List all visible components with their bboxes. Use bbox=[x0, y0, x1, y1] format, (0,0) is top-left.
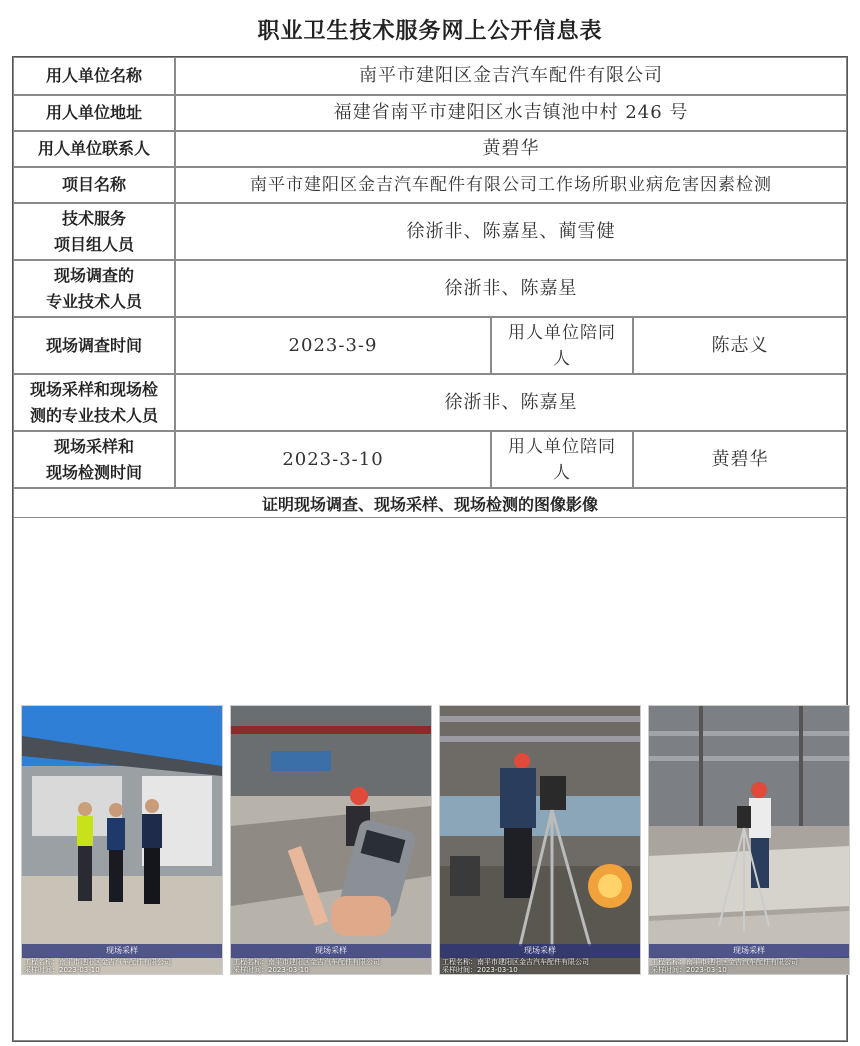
sampling-staff-value: 徐浙非、陈嘉星 bbox=[175, 374, 847, 431]
sampling-staff-label-line1: 现场采样和现场检 bbox=[29, 379, 158, 399]
images-section-title: 证明现场调查、现场采样、现场检测的图像影像 bbox=[13, 488, 847, 518]
project-name-value: 南平市建阳区金吉汽车配件有限公司工作场所职业病危害因素检测 bbox=[175, 167, 847, 203]
sampling-time-label-line2: 现场检测时间 bbox=[45, 462, 142, 482]
sampling-companion-label-line1: 用人单位陪同 bbox=[508, 436, 616, 457]
photo-3 bbox=[439, 705, 641, 975]
sampling-companion-label bbox=[491, 431, 633, 488]
photo-2-image bbox=[231, 706, 431, 974]
photo-3-caption: 现场采样 bbox=[440, 944, 640, 958]
photo-4 bbox=[648, 705, 850, 975]
employer-name-label: 用人单位名称 bbox=[13, 57, 175, 95]
sampling-companion-label-line2: 人 bbox=[553, 462, 571, 483]
photo-2-project: 工程名称：南平市建阳区金吉汽车配件有限公司 bbox=[233, 958, 380, 966]
tech-team-label bbox=[13, 203, 175, 260]
sampling-time-label bbox=[13, 431, 175, 488]
survey-staff-label-line1: 现场调查的 bbox=[53, 265, 134, 285]
employer-address-label: 用人单位地址 bbox=[13, 95, 175, 131]
sampling-staff-label bbox=[13, 374, 175, 431]
sampling-time-value: 2023-3-10 bbox=[175, 431, 491, 488]
photo-1 bbox=[21, 705, 223, 975]
survey-staff-label-line2: 专业技术人员 bbox=[45, 291, 142, 311]
survey-time-value: 2023-3-9 bbox=[175, 317, 491, 374]
survey-staff-value: 徐浙非、陈嘉星 bbox=[175, 260, 847, 317]
sampling-staff-label-line2: 测的专业技术人员 bbox=[29, 405, 158, 425]
employer-contact-value: 黄碧华 bbox=[175, 131, 847, 167]
photo-2 bbox=[230, 705, 432, 975]
photo-4-caption: 现场采样 bbox=[649, 944, 849, 958]
page-title: 职业卫生技术服务网上公开信息表 bbox=[257, 19, 603, 44]
tech-team-label-line1: 技术服务 bbox=[61, 208, 126, 228]
photo-1-project: 工程名称：南平市建阳区金吉汽车配件有限公司 bbox=[24, 958, 171, 966]
employer-address-value: 福建省南平市建阳区水吉镇池中村 246 号 bbox=[175, 95, 847, 131]
project-name-label: 项目名称 bbox=[13, 167, 175, 203]
survey-staff-label bbox=[13, 260, 175, 317]
photo-1-image bbox=[22, 706, 222, 974]
photo-3-project: 工程名称：南平市建阳区金吉汽车配件有限公司 bbox=[442, 958, 589, 966]
survey-time-label: 现场调查时间 bbox=[13, 317, 175, 374]
survey-companion-label-line2: 人 bbox=[553, 348, 571, 369]
photo-3-time: 采样时间：2023-03-10 bbox=[442, 966, 518, 974]
info-table bbox=[12, 56, 848, 1042]
tech-team-label-line2: 项目组人员 bbox=[53, 234, 134, 254]
tech-team-value: 徐浙非、陈嘉星、蔺雪健 bbox=[175, 203, 847, 260]
photo-3-image bbox=[440, 706, 640, 974]
photo-2-time: 采样时间：2023-03-10 bbox=[233, 966, 309, 974]
employer-contact-label: 用人单位联系人 bbox=[13, 131, 175, 167]
photo-4-time: 采样时间：2023-03-10 bbox=[651, 966, 727, 974]
employer-name-value: 南平市建阳区金吉汽车配件有限公司 bbox=[175, 57, 847, 95]
sampling-companion-value: 黄碧华 bbox=[633, 431, 847, 488]
photo-1-time: 采样时间：2023-03-10 bbox=[24, 966, 100, 974]
survey-companion-label bbox=[491, 317, 633, 374]
photo-4-project: 工程名称：南平市建阳区金吉汽车配件有限公司 bbox=[651, 958, 798, 966]
photo-2-caption: 现场采样 bbox=[231, 944, 431, 958]
photo-1-caption: 现场采样 bbox=[22, 944, 222, 958]
survey-companion-value: 陈志义 bbox=[633, 317, 847, 374]
survey-companion-label-line1: 用人单位陪同 bbox=[508, 322, 616, 343]
sampling-time-label-line1: 现场采样和 bbox=[53, 436, 134, 456]
photo-4-image bbox=[649, 706, 849, 974]
